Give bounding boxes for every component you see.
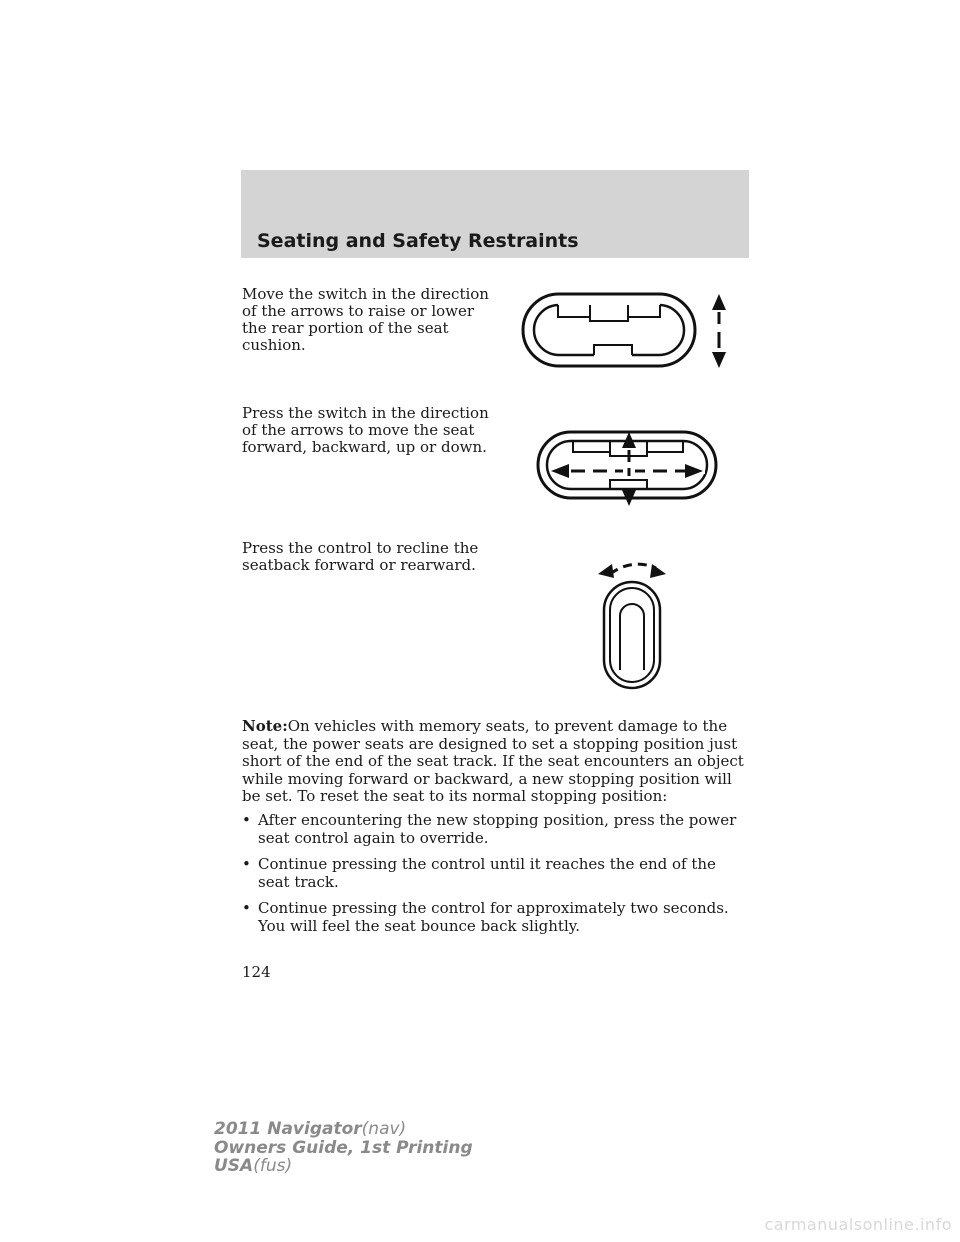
paragraph-recline: Press the control to recline the seatback forward or rearward. — [242, 539, 479, 574]
seat-position-switch-icon — [535, 430, 725, 514]
bullet-text: After encountering the new stopping position, press the power seat control again to override. — [258, 811, 737, 847]
footer-guide: Owners Guide, 1st Printing — [214, 1137, 473, 1158]
footer-model-line — [214, 1120, 473, 1139]
footer-market: USA — [214, 1156, 254, 1176]
rear-cushion-switch-icon — [520, 290, 740, 376]
list-item — [242, 812, 752, 847]
list-item — [242, 900, 752, 935]
footer-market-line — [214, 1157, 473, 1176]
watermark: carmanualsonline.info — [764, 1215, 952, 1234]
note-paragraph — [242, 718, 752, 806]
bullet-marker: • — [242, 855, 251, 873]
recline-control-icon — [590, 552, 680, 696]
paragraph-seat-position: Press the switch in the direction of the arrows to move the seat forward, backward, up or down. — [242, 404, 489, 456]
page-number: 124 — [242, 963, 271, 981]
bullet-text: Continue pressing the control for approximately two seconds. You will feel the seat bounce back slightly. — [258, 899, 729, 935]
footer — [214, 1120, 473, 1176]
bullet-marker: • — [242, 899, 251, 917]
footer-model-code: (nav) — [361, 1119, 407, 1139]
bullet-marker: • — [242, 811, 251, 829]
note-text: On vehicles with memory seats, to prevent damage to the seat, the power seats are designed to set a stopping position just short of the end of the seat track. If the seat encounters an object while moving forward or backward, a new stopping position will be set. To reset the seat to its normal stopping position: — [242, 717, 744, 805]
footer-model: 2011 Navigator — [214, 1119, 362, 1139]
footer-market-code: (fus) — [253, 1156, 293, 1176]
bullet-list — [242, 812, 752, 944]
bullet-text: Continue pressing the control until it reaches the end of the seat track. — [258, 855, 716, 891]
paragraph-rear-cushion: Move the switch in the direction of the arrows to raise or lower the rear portion of the seat cushion. — [242, 285, 489, 354]
section-header — [241, 170, 749, 258]
section-title: Seating and Safety Restraints — [257, 230, 579, 252]
list-item — [242, 856, 752, 891]
note-label: Note: — [242, 717, 288, 735]
